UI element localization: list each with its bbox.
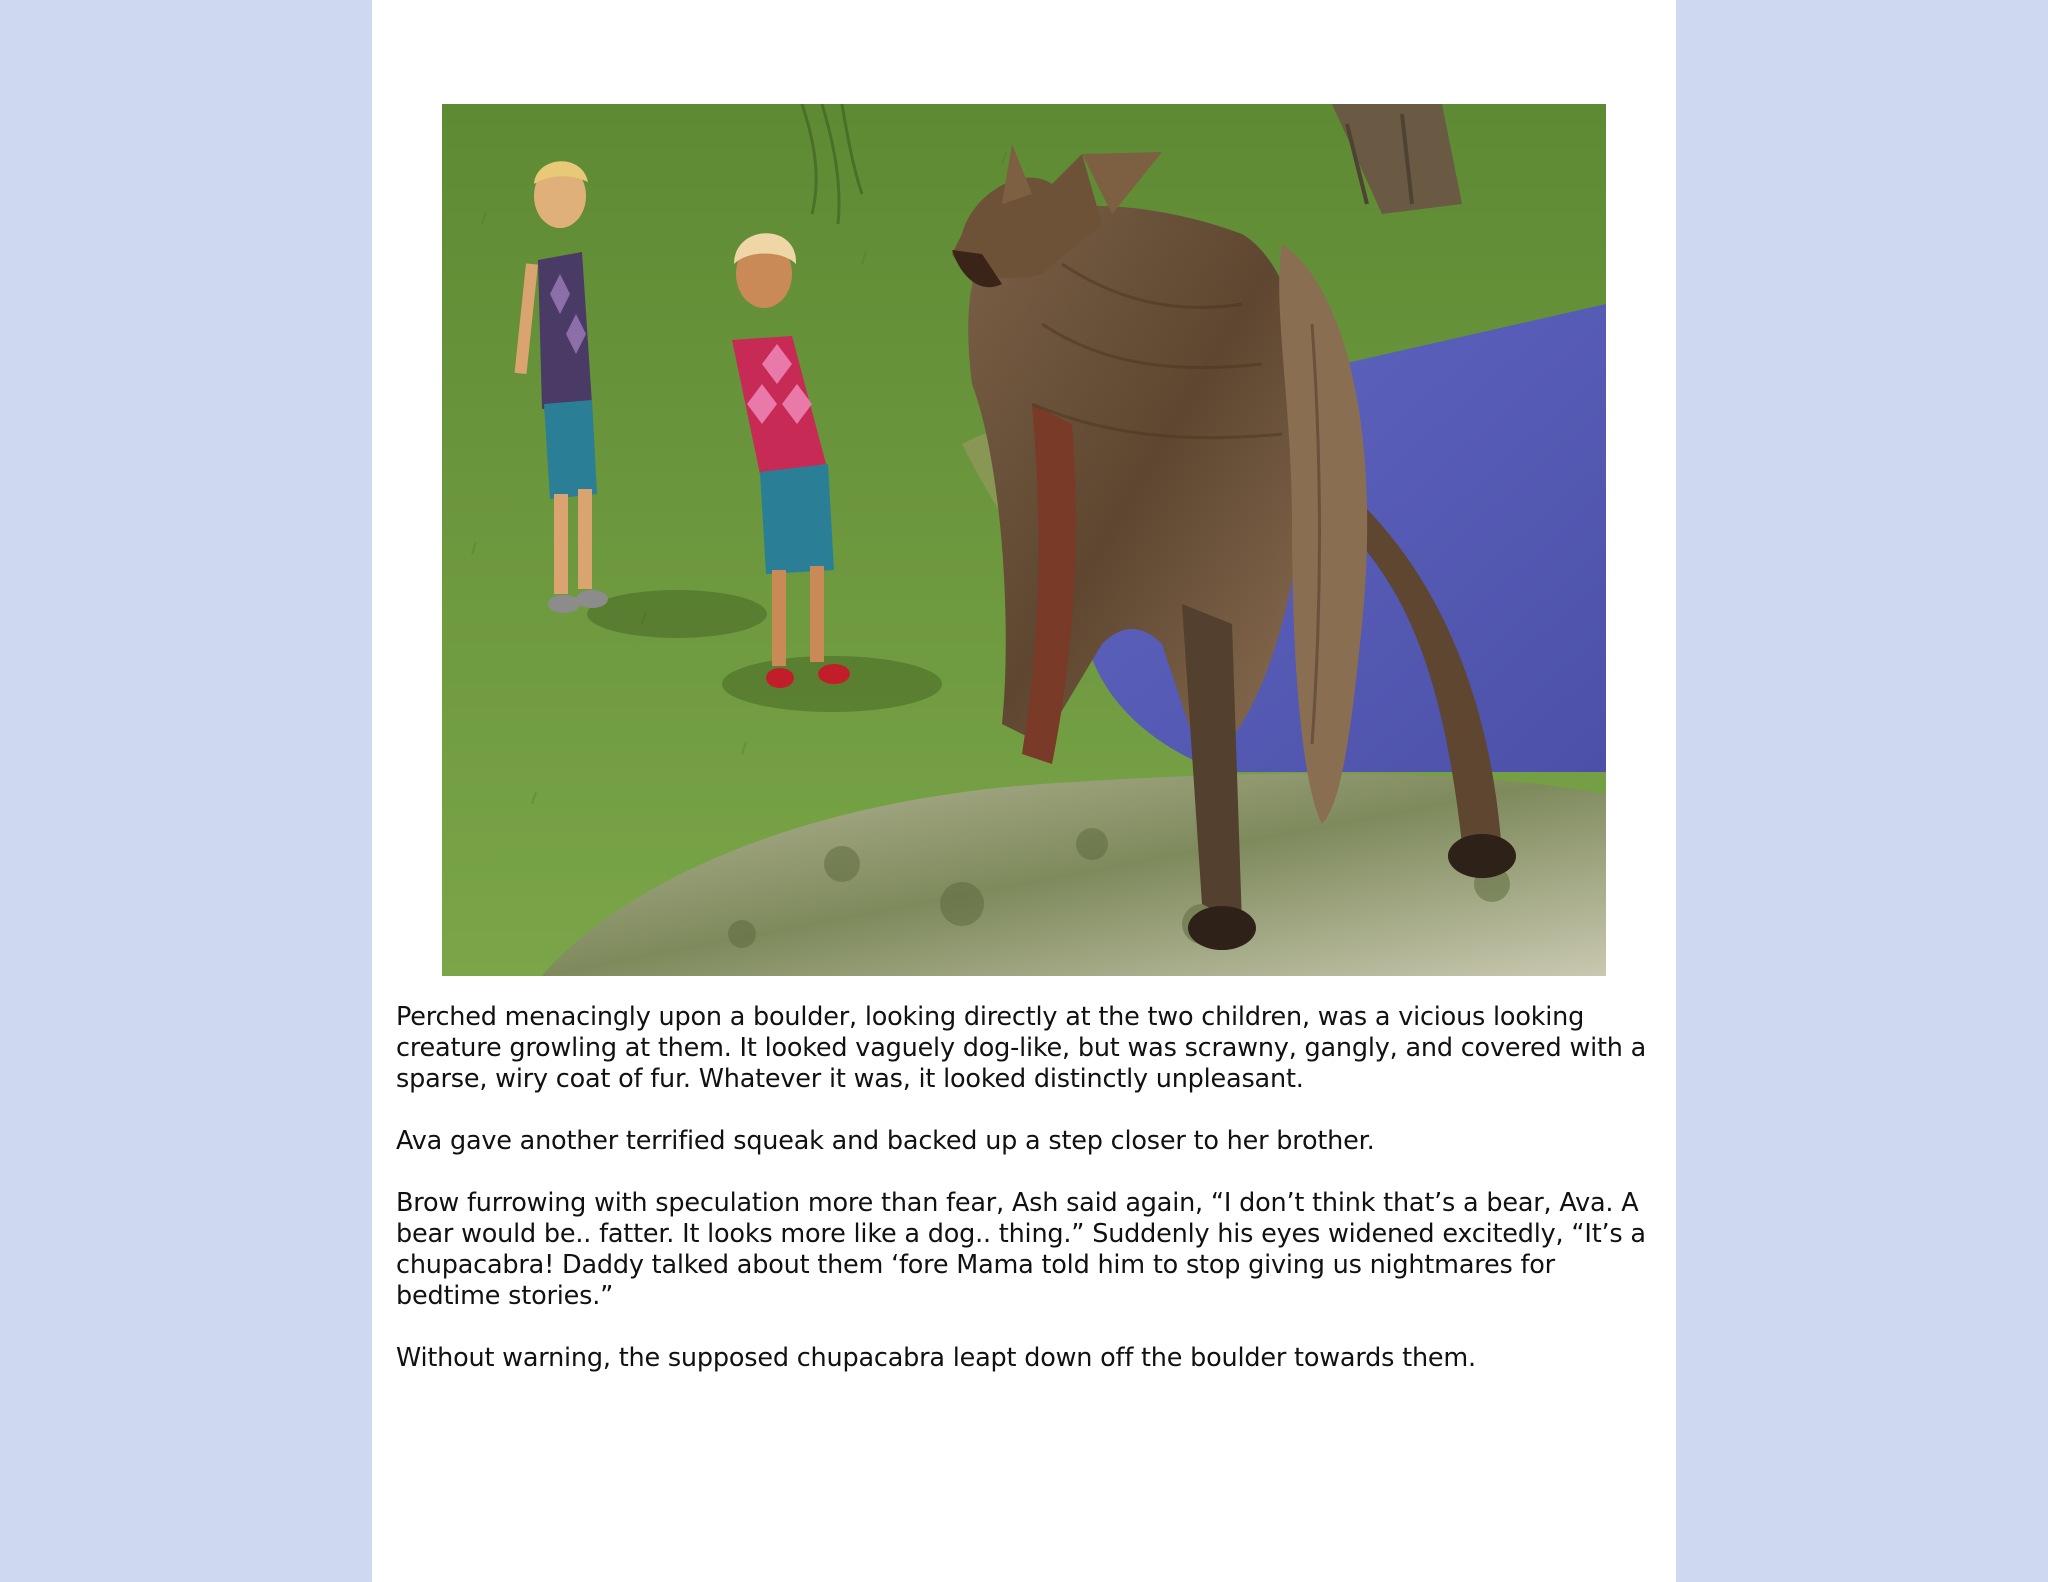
story-paragraph-3: Brow furrowing with speculation more than fear, Ash said again, “I don’t think that’s a bear, Ava. A bear would be.. fatter. It looks more like a dog.. thing.” Suddenly his eyes widened excitedly, “It’s a chupacabra! Daddy talked about them ‘fore Mama told him to stop giving us nightmares for bedtime stories.” — [396, 1188, 1646, 1311]
page-column — [372, 0, 1676, 1582]
story-illustration — [442, 104, 1606, 976]
story-paragraph-1: Perched menacingly upon a boulder, looking directly at the two children, was a vicious looking creature growling at them. It looked vaguely dog-like, but was scrawny, gangly, and covered with a sparse, wiry coat of fur. Whatever it was, it looked distinctly unpleasant. — [396, 1002, 1647, 1094]
story-text — [396, 1002, 1656, 1405]
story-paragraph-2: Ava gave another terrified squeak and backed up a step closer to her brother. — [396, 1126, 1375, 1156]
story-paragraph-4: Without warning, the supposed chupacabra leapt down off the boulder towards them. — [396, 1343, 1476, 1373]
